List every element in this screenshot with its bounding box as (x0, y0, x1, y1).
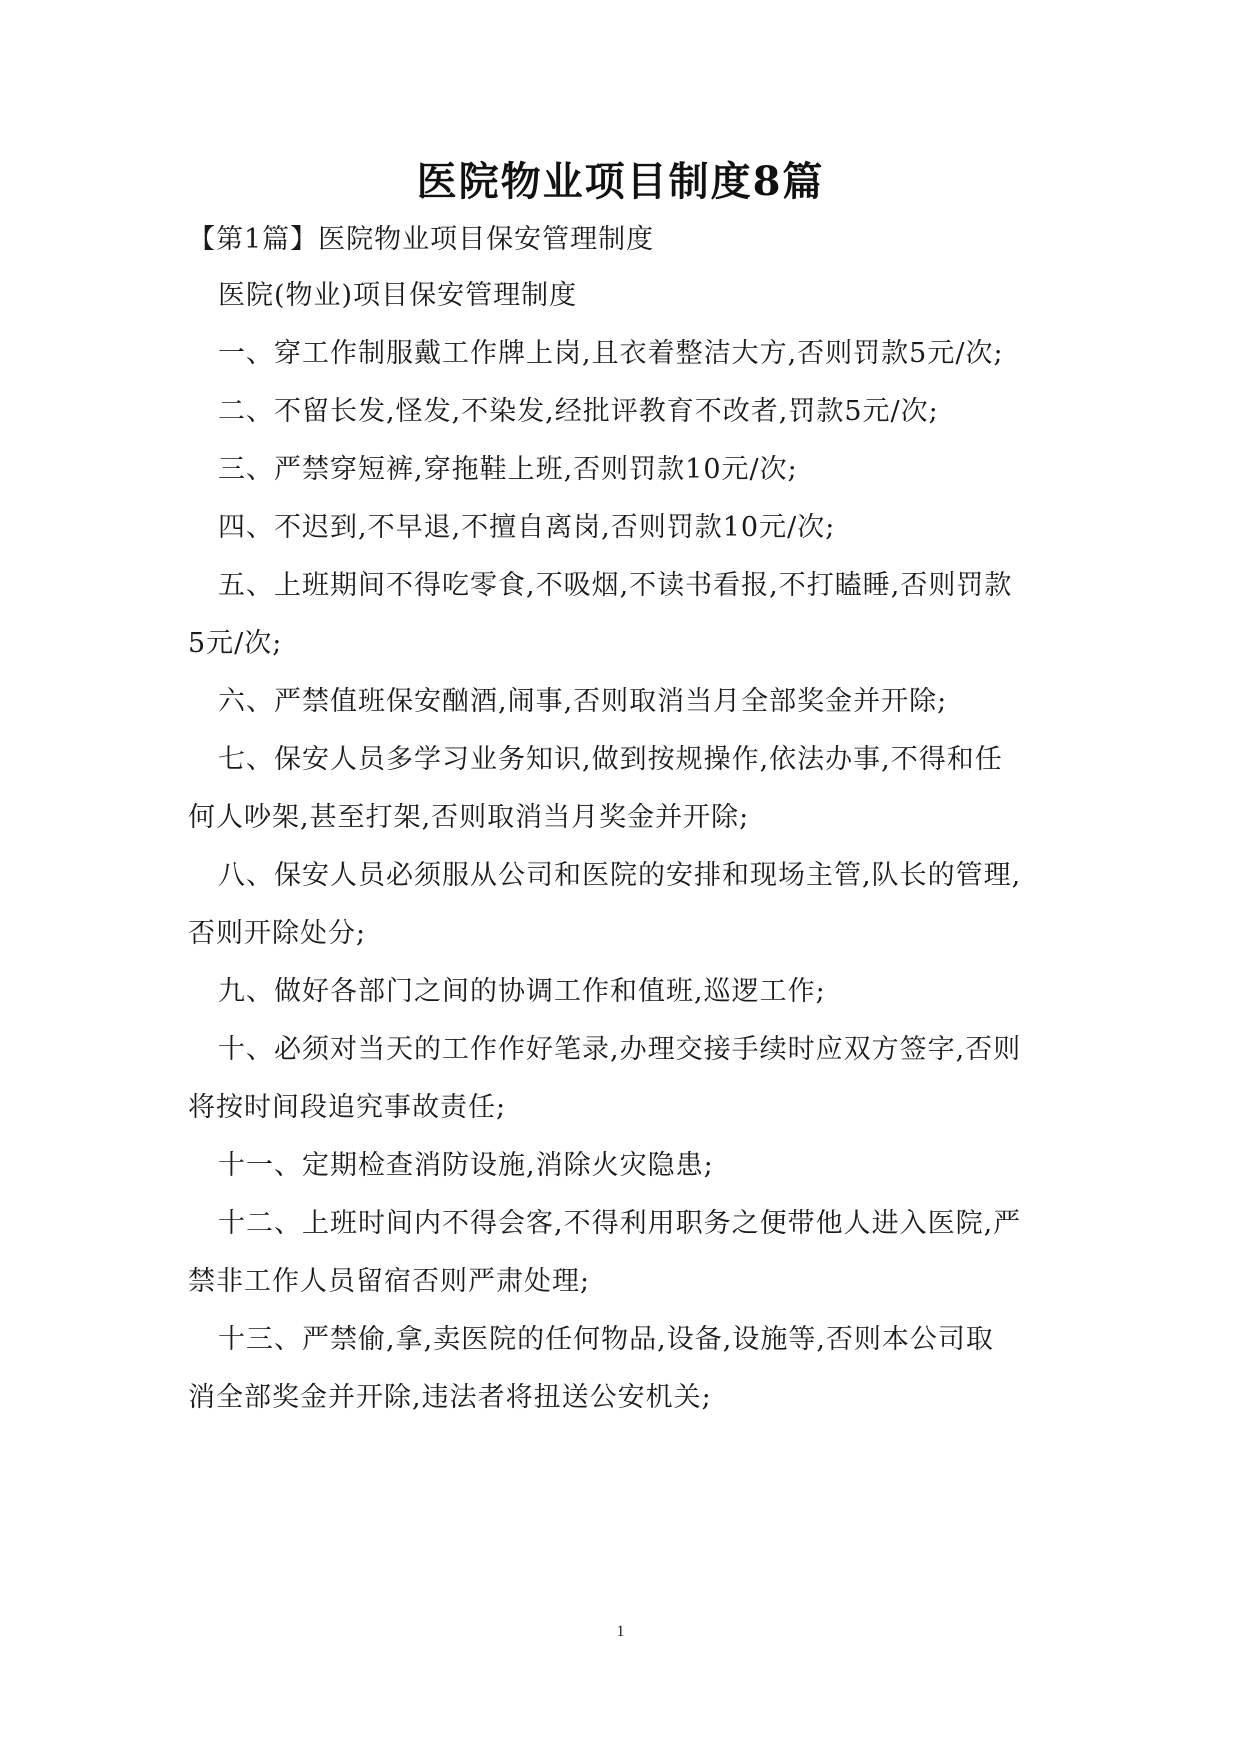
rule-line-5-continued: 5元/次; (188, 628, 283, 659)
document-subtitle: 医院(物业)项目保安管理制度 (218, 280, 578, 311)
rule-line-8-continued: 否则开除处分; (188, 918, 367, 949)
rule-line-7-continued: 何人吵架,甚至打架,否则取消当月奖金并开除; (188, 802, 750, 833)
rule-line-3: 三、严禁穿短裤,穿拖鞋上班,否则罚款10元/次; (218, 454, 798, 485)
rule-line-13: 十三、严禁偷,拿,卖医院的任何物品,设备,设施等,否则本公司取 (218, 1324, 994, 1355)
document-title: 医院物业项目制度8篇 (416, 158, 825, 205)
rule-line-8: 八、保安人员必须服从公司和医院的安排和现场主管,队长的管理, (218, 860, 1022, 891)
page-number: 1 (616, 1623, 625, 1640)
rule-line-7: 七、保安人员多学习业务知识,做到按规操作,依法办事,不得和任 (218, 744, 1003, 775)
rule-line-13-continued: 消全部奖金并开除,违法者将扭送公安机关; (188, 1382, 712, 1413)
rule-line-12: 十二、上班时间内不得会客,不得利用职务之便带他人进入医院,严 (218, 1208, 1022, 1239)
section-heading: 【第1篇】医院物业项目保安管理制度 (188, 224, 655, 255)
rule-line-5: 五、上班期间不得吃零食,不吸烟,不读书看报,不打瞌睡,否则罚款 (218, 570, 1013, 601)
rule-line-10-continued: 将按时间段追究事故责任; (188, 1092, 507, 1123)
rule-line-6: 六、严禁值班保安酗酒,闹事,否则取消当月全部奖金并开除; (218, 686, 948, 717)
rule-line-11: 十一、定期检查消防设施,消除火灾隐患; (218, 1150, 714, 1181)
rule-line-1: 一、穿工作制服戴工作牌上岗,且衣着整洁大方,否则罚款5元/次; (218, 338, 1004, 369)
rule-line-10: 十、必须对当天的工作作好笔录,办理交接手续时应双方签字,否则 (218, 1034, 1022, 1065)
rule-line-4: 四、不迟到,不早退,不擅自离岗,否则罚款10元/次; (218, 512, 836, 543)
rule-line-12-continued: 禁非工作人员留宿否则严肃处理; (188, 1266, 591, 1297)
rule-line-2: 二、不留长发,怪发,不染发,经批评教育不改者,罚款5元/次; (218, 396, 939, 427)
rule-line-9: 九、做好各部门之间的协调工作和值班,巡逻工作; (218, 976, 826, 1007)
